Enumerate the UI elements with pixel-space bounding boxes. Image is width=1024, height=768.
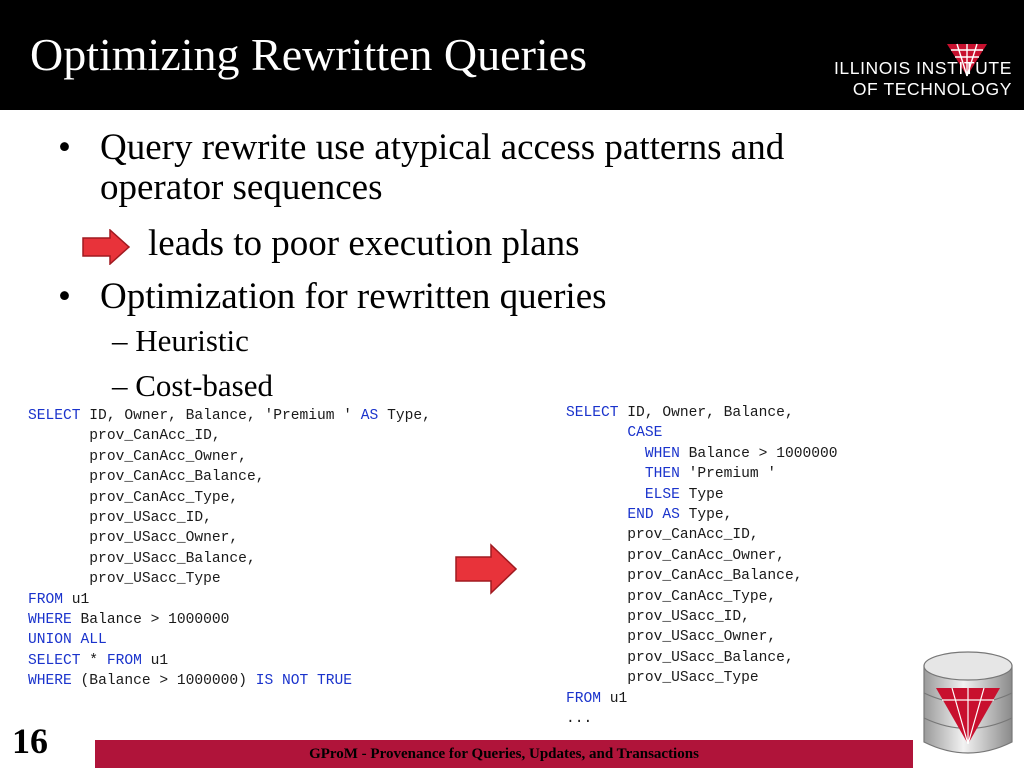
sql-text: u1 bbox=[601, 690, 628, 707]
sql-keyword: THEN bbox=[644, 466, 680, 483]
sql-keyword: WHERE bbox=[28, 673, 72, 690]
sql-text bbox=[566, 425, 627, 441]
sub-bullet-cost-based bbox=[112, 368, 273, 404]
institution-logo-text bbox=[834, 58, 1012, 100]
database-icon bbox=[918, 648, 1018, 760]
rewritten-query-code bbox=[566, 403, 838, 730]
sql-text: * bbox=[80, 652, 107, 669]
code-line bbox=[28, 610, 431, 630]
sql-text: prov_USacc_ID, bbox=[28, 510, 212, 527]
sql-text: prov_CanAcc_Balance, bbox=[28, 469, 265, 486]
sql-text: ... bbox=[566, 711, 593, 728]
code-line bbox=[28, 671, 431, 691]
sql-text: u1 bbox=[141, 652, 169, 669]
logo-line2: OF TECHNOLOGY bbox=[852, 79, 1012, 99]
sql-text: prov_CanAcc_ID, bbox=[28, 428, 221, 445]
right-arrow-icon bbox=[82, 229, 130, 265]
sql-text: prov_USacc_Owner, bbox=[566, 629, 777, 646]
sql-text: prov_CanAcc_ID, bbox=[566, 527, 759, 544]
code-line bbox=[28, 528, 431, 548]
sql-text: ID, Owner, Balance, bbox=[618, 405, 794, 421]
sql-text: ID, Owner, Balance, 'Premium ' bbox=[80, 408, 361, 424]
code-line bbox=[28, 549, 431, 569]
sql-text: Type, bbox=[679, 507, 733, 524]
sql-text: Type, bbox=[378, 408, 431, 424]
sub-bullet-text: Heuristic bbox=[135, 323, 249, 358]
leads-to-text: leads to poor execution plans bbox=[148, 223, 580, 264]
code-line bbox=[566, 403, 838, 423]
code-line bbox=[566, 607, 838, 627]
slide-title: Optimizing Rewritten Queries bbox=[30, 29, 587, 80]
code-line bbox=[566, 485, 838, 505]
code-line bbox=[28, 488, 431, 508]
code-line bbox=[566, 423, 838, 443]
code-line bbox=[566, 464, 838, 484]
sql-keyword: ELSE bbox=[644, 486, 680, 503]
sql-text bbox=[566, 446, 645, 462]
bullet-1-line1: Query rewrite use atypical access patterns and bbox=[100, 127, 785, 168]
code-line bbox=[566, 566, 838, 586]
code-line bbox=[566, 505, 838, 525]
logo-line1: ILLINOIS INSTITUTE bbox=[833, 58, 1012, 78]
sql-text: (Balance > 1000000) bbox=[71, 673, 256, 690]
sql-text bbox=[566, 507, 627, 523]
code-line bbox=[28, 508, 431, 528]
code-line bbox=[566, 444, 838, 464]
code-line bbox=[28, 426, 431, 446]
sql-keyword: END AS bbox=[627, 507, 680, 524]
sql-keyword: CASE bbox=[627, 425, 663, 442]
sql-text bbox=[566, 487, 645, 503]
sql-keyword: SELECT bbox=[28, 652, 81, 669]
code-line bbox=[566, 709, 838, 729]
code-line bbox=[28, 651, 431, 671]
sql-keyword: UNION ALL bbox=[28, 632, 107, 649]
code-line bbox=[566, 546, 838, 566]
footer-bar: GProM - Provenance for Queries, Updates, and Transactions bbox=[95, 740, 913, 768]
sql-text: prov_USacc_Type bbox=[566, 670, 759, 687]
page-number: 16 bbox=[12, 721, 48, 761]
code-line bbox=[28, 467, 431, 487]
bullet-1 bbox=[58, 128, 958, 208]
sql-text: 'Premium ' bbox=[679, 466, 777, 483]
sql-text: prov_USacc_ID, bbox=[566, 609, 750, 626]
code-line bbox=[28, 630, 431, 650]
bullet-marker: • bbox=[58, 276, 71, 317]
code-line bbox=[28, 447, 431, 467]
sql-text: prov_CanAcc_Owner, bbox=[28, 448, 247, 465]
sql-text: Type bbox=[679, 486, 724, 503]
sql-text: Balance > 1000000 bbox=[71, 612, 230, 629]
code-line bbox=[566, 525, 838, 545]
code-line bbox=[28, 569, 431, 589]
sql-keyword: AS bbox=[360, 408, 379, 424]
sql-text: prov_CanAcc_Type, bbox=[28, 489, 239, 506]
dash-marker: – bbox=[112, 368, 136, 403]
sql-text: prov_USacc_Owner, bbox=[28, 530, 239, 547]
sql-text: prov_USacc_Balance, bbox=[28, 550, 256, 567]
code-line bbox=[566, 689, 838, 709]
sql-text: prov_USacc_Balance, bbox=[566, 649, 794, 666]
sql-keyword: SELECT bbox=[28, 408, 81, 424]
bullet-list bbox=[58, 128, 958, 208]
sql-keyword: FROM bbox=[28, 591, 64, 608]
code-line bbox=[28, 590, 431, 610]
sql-text: prov_USacc_Type bbox=[28, 571, 221, 588]
code-line bbox=[566, 587, 838, 607]
sql-text: Balance > 1000000 bbox=[679, 445, 838, 462]
code-line bbox=[566, 648, 838, 668]
bullet-2 bbox=[58, 275, 607, 318]
sql-keyword: FROM bbox=[566, 690, 602, 707]
sql-keyword: WHERE bbox=[28, 612, 72, 629]
right-arrow-icon bbox=[455, 543, 517, 595]
sql-keyword: IS NOT TRUE bbox=[255, 673, 353, 690]
header-bar bbox=[0, 0, 1024, 110]
bullet-2-text: Optimization for rewritten queries bbox=[100, 276, 607, 317]
sub-bullet-heuristic bbox=[112, 323, 249, 359]
bullet-1-line2: operator sequences bbox=[100, 167, 383, 208]
sql-text: prov_CanAcc_Owner, bbox=[566, 547, 785, 564]
dash-marker: – bbox=[112, 323, 136, 358]
bullet-marker: • bbox=[58, 127, 71, 168]
code-line bbox=[566, 627, 838, 647]
sub-bullet-text: Cost-based bbox=[135, 368, 274, 403]
sql-keyword: WHEN bbox=[644, 445, 680, 462]
code-line bbox=[28, 406, 431, 426]
code-line bbox=[566, 668, 838, 688]
sql-keyword: FROM bbox=[106, 652, 142, 669]
sql-text bbox=[566, 466, 645, 482]
sql-text: prov_CanAcc_Type, bbox=[566, 588, 777, 605]
sql-text: prov_CanAcc_Balance, bbox=[566, 568, 803, 585]
sql-text: u1 bbox=[63, 591, 90, 608]
original-query-code bbox=[28, 406, 431, 692]
sql-keyword: SELECT bbox=[566, 405, 619, 421]
